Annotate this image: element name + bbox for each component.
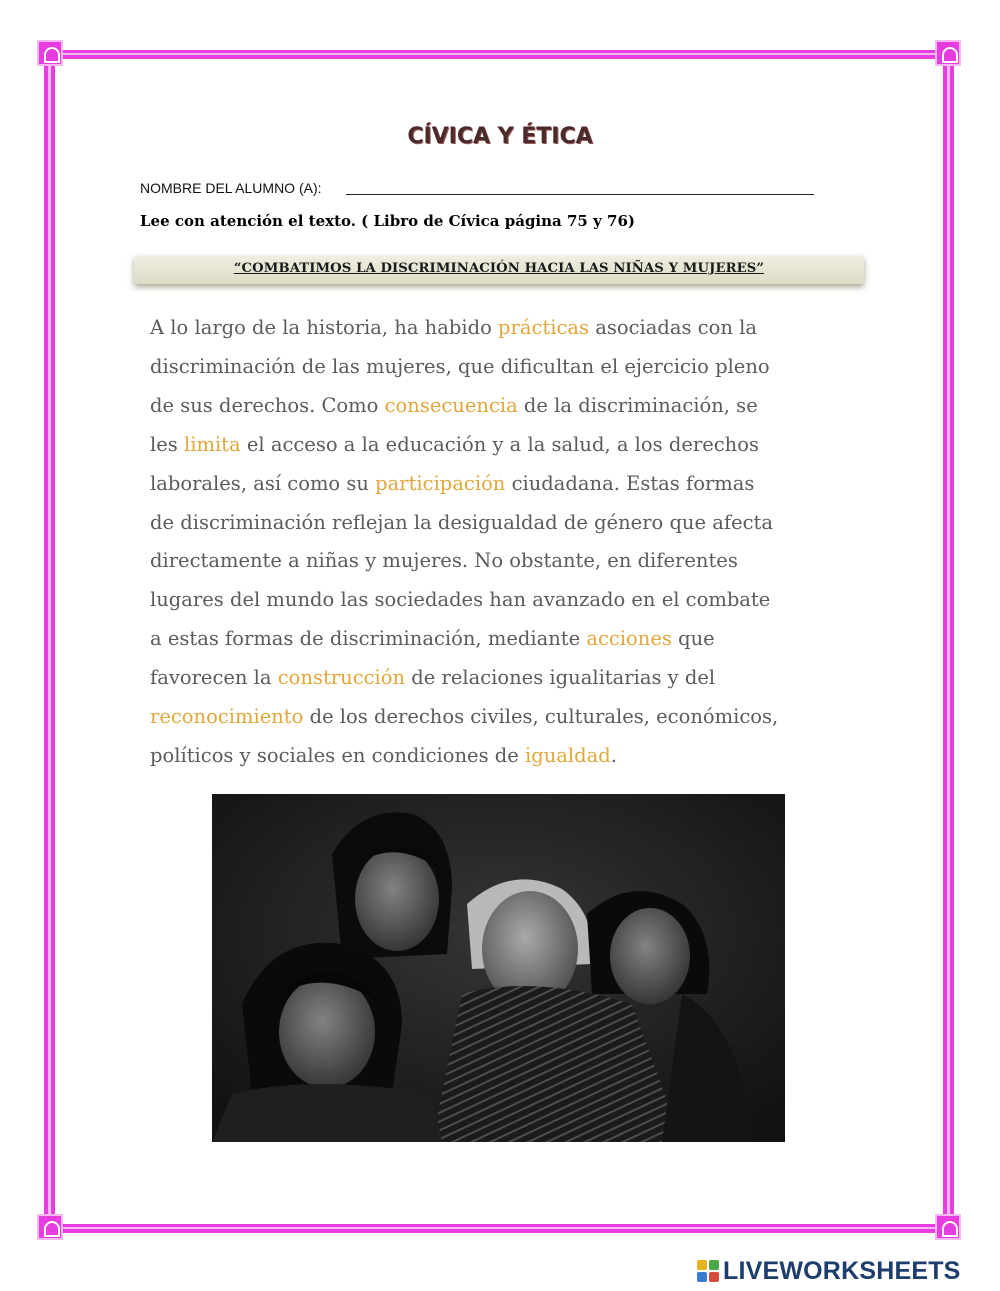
paragraph-line xyxy=(150,309,880,348)
paragraph-text: . xyxy=(610,743,617,767)
paragraph-line xyxy=(150,581,880,620)
paragraph-text: directamente a niñas y mujeres. No obstante, en diferentes xyxy=(150,549,738,573)
paragraph-text: el acceso a la educación y a la salud, a los derechos xyxy=(240,432,759,456)
student-name-blank-line[interactable] xyxy=(346,194,814,195)
frame-corner-ornament xyxy=(935,1214,961,1240)
paragraph-text: asociadas con la xyxy=(589,316,757,339)
frame-corner-ornament xyxy=(935,40,961,66)
paragraph-text: discriminación de las mujeres, que dificultan el ejercicio pleno xyxy=(150,354,770,378)
frame-corner-ornament xyxy=(37,1214,63,1240)
frame-right-border xyxy=(943,60,954,1222)
paragraph-text: de sus derechos. Como xyxy=(150,393,385,417)
portrait-photo xyxy=(212,794,785,1142)
paragraph-text: de la discriminación, se xyxy=(517,393,758,417)
subtitle-banner xyxy=(134,256,864,284)
highlighted-keyword: acciones xyxy=(586,627,672,651)
liveworksheets-wordmark: LIVEWORKSHEETS xyxy=(723,1257,961,1285)
paragraph-line xyxy=(150,387,880,426)
paragraph-text: A lo largo de la historia, ha habido xyxy=(150,316,499,339)
section-subtitle: “COMBATIMOS LA DISCRIMINACIÓN HACIA LAS NIÑAS Y MUJERES” xyxy=(233,261,765,276)
paragraph-line xyxy=(150,542,880,581)
paragraph-text: de relaciones igualitarias y del xyxy=(405,666,716,690)
student-name-label: NOMBRE DEL ALUMNO (A): xyxy=(140,180,322,196)
paragraph-line xyxy=(150,620,880,659)
paragraph-line xyxy=(150,465,880,504)
paragraph-text: de los derechos civiles, culturales, económicos, xyxy=(303,705,779,729)
highlighted-keyword: limita xyxy=(183,432,241,456)
highlighted-keyword: igualdad xyxy=(525,743,611,767)
highlighted-keyword: prácticas xyxy=(498,316,589,339)
frame-bottom-border xyxy=(58,1224,940,1233)
highlighted-keyword: reconocimiento xyxy=(150,705,304,729)
paragraph-line xyxy=(150,698,880,737)
liveworksheets-logo-icon xyxy=(697,1260,719,1282)
paragraph-text: favorecen la xyxy=(150,666,278,690)
paragraph-text: les xyxy=(150,432,184,456)
paragraph-text: ciudadana. Estas formas xyxy=(505,471,755,495)
highlighted-keyword: consecuencia xyxy=(384,393,518,417)
highlighted-keyword: construcción xyxy=(277,666,406,690)
frame-left-border xyxy=(44,60,55,1222)
paragraph-text: que xyxy=(671,627,715,651)
paragraph-line xyxy=(150,659,880,698)
paragraph-text: lugares del mundo las sociedades han avanzado en el combate xyxy=(150,588,771,612)
reading-instruction: Lee con atención el texto. ( Libro de Cívica página 75 y 76) xyxy=(140,212,635,230)
frame-corner-ornament xyxy=(37,40,63,66)
paragraph-text: laborales, así como su xyxy=(150,471,376,495)
reading-paragraph xyxy=(150,309,880,776)
worksheet-title: CÍVICA Y ÉTICA xyxy=(407,124,593,149)
paragraph-line xyxy=(150,348,880,387)
student-name-row xyxy=(140,178,820,198)
frame-top-border xyxy=(58,50,940,59)
paragraph-text: de discriminación reflejan la desigualdad de género que afecta xyxy=(150,510,774,534)
highlighted-keyword: participación xyxy=(375,471,506,495)
paragraph-line xyxy=(150,426,880,465)
liveworksheets-logo[interactable] xyxy=(697,1258,993,1286)
paragraph-text: a estas formas de discriminación, mediante xyxy=(150,627,587,651)
paragraph-line xyxy=(150,504,880,543)
paragraph-line xyxy=(150,737,880,776)
paragraph-text: políticos y sociales en condiciones de xyxy=(150,743,526,767)
